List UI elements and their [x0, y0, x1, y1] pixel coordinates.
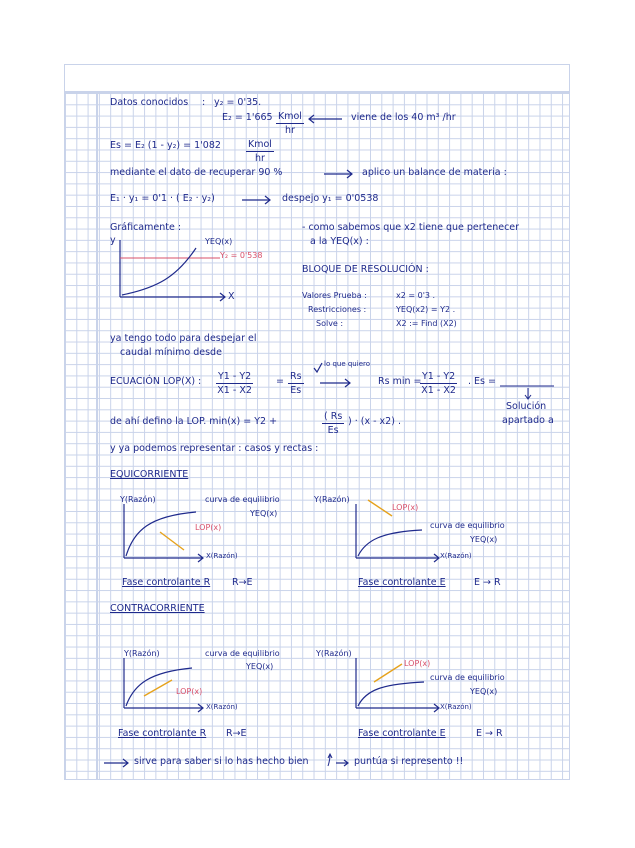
note-line-1: - como sabemos que x2 tiene que pertenecer — [302, 222, 520, 233]
solution-blank — [498, 380, 558, 420]
despejo-text: despejo y₁ = 0'0538 — [282, 193, 379, 204]
equi-right-caption: Fase controlante E — [358, 577, 446, 588]
equicorriente-title: EQUICORRIENTE — [110, 469, 189, 480]
right-arrow-icon — [318, 378, 354, 388]
solucion-label: Solución — [506, 401, 547, 412]
restricciones-value: YEQ(x2) = Y2 . — [396, 305, 456, 314]
contra-left-curve-label: curva de equilibrio — [205, 649, 280, 658]
solve-label: Solve : — [316, 319, 344, 328]
lo-que-quiero-note: lo que quiero — [324, 360, 371, 368]
equi-left-y-label: Y(Razón) — [120, 495, 156, 504]
e2-unit-den: hr — [285, 124, 295, 136]
graficamente-label: Gráficamente : — [110, 222, 182, 233]
apartado-label: apartado a — [502, 415, 554, 426]
es-unit — [246, 140, 274, 163]
bloque-title: BLOQUE DE RESOLUCIÓN : — [302, 264, 429, 275]
contra-right-y-label: Y(Razón) — [316, 649, 352, 658]
equi-right-x-label: X(Razón) — [440, 552, 472, 560]
lop-definition-tail: ) · (x - x2) . — [348, 416, 401, 427]
equi-left-lop-label: LOP(x) — [195, 523, 222, 532]
frac-lop-num: ( Rs — [324, 411, 343, 422]
recuperar-text: mediante el dato de recuperar 90 % — [110, 167, 283, 178]
graph1-plot — [116, 237, 236, 300]
header-box — [64, 64, 570, 92]
frac-es-den: Es — [290, 384, 302, 396]
frac-rsmin-num: Y1 - Y2 — [422, 371, 456, 382]
footer-text-a: sirve para saber si lo has hecho bien — [134, 756, 309, 767]
es-equals: . Es = — [468, 376, 496, 387]
equi-left-arrow: R→E — [232, 577, 253, 588]
graph1-y-label: y — [110, 235, 116, 246]
note-line-2: a la YEQ(x) : — [310, 236, 369, 247]
equi-right-arrow: E → R — [474, 577, 501, 588]
graph1-line-label: Y₂ = 0'538 — [220, 251, 263, 260]
equi-right-curve-label: curva de equilibrio — [430, 521, 505, 530]
viene-note: viene de los 40 m³ /hr — [351, 112, 456, 123]
equi-left-x-label: X(Razón) — [206, 552, 238, 560]
equals-sign: = — [276, 376, 284, 387]
frac-rs-num: Rs — [290, 371, 302, 382]
contra-left-y-label: Y(Razón) — [124, 649, 160, 658]
contra-right-x-label: X(Razón) — [440, 703, 472, 711]
e2-value: E₂ = 1'665 — [222, 112, 273, 123]
footer-text-b: puntúa si represento !! — [354, 756, 464, 767]
casos-text: y ya podemos representar : casos y rectas : — [110, 443, 319, 454]
frac-slope — [216, 372, 253, 395]
frac-lop-den: Es — [327, 424, 339, 436]
hook-arrow-icon — [326, 754, 352, 768]
ya-line-2: caudal mínimo desde — [120, 347, 222, 358]
contra-left-yeq-label: YEQ(x) — [246, 662, 274, 671]
y2-value: y₂ = 0'35. — [214, 97, 262, 108]
e2-unit — [276, 112, 304, 135]
contra-right-lop-label: LOP(x) — [404, 659, 431, 668]
equi-left-curve-label: curva de equilibrio — [205, 495, 280, 504]
es-equation: Es = E₂ (1 - y₂) = 1'082 — [110, 140, 221, 151]
equi-right-lop-label: LOP(x) — [392, 503, 419, 512]
rsmin-label: Rs min = — [378, 376, 422, 387]
frac-rsmin-den: X1 - X2 — [421, 384, 456, 396]
left-arrow-icon — [306, 114, 346, 124]
valores-label: Valores Prueba : — [302, 291, 367, 300]
equi-left-caption: Fase controlante R — [122, 577, 211, 588]
datos-colon: : — [202, 97, 206, 108]
contra-right-curve-label: curva de equilibrio — [430, 673, 505, 682]
contra-right-arrow: E → R — [476, 728, 503, 739]
contra-left-lop-label: LOP(x) — [176, 687, 203, 696]
right-arrow-icon — [322, 169, 356, 179]
lop-definition: de ahí defino la LOP. min(x) = Y2 + — [110, 416, 278, 427]
balance-equation: E₁ · y₁ = 0'1 · ( E₂ · y₂) — [110, 193, 215, 204]
contra-left-caption: Fase controlante R — [118, 728, 207, 739]
contra-right-yeq-label: YEQ(x) — [470, 687, 498, 696]
ya-line-1: ya tengo todo para despejar el — [110, 333, 257, 344]
frac-lop — [322, 412, 344, 435]
contra-left-arrow: R→E — [226, 728, 247, 739]
frac-slope-num: Y1 - Y2 — [218, 371, 252, 382]
margin-line — [96, 92, 98, 780]
right-arrow-icon — [240, 195, 274, 205]
solve-value: X2 := Find (X2) — [396, 319, 457, 328]
graph1-x-label: X — [228, 291, 235, 302]
equi-right-y-label: Y(Razón) — [314, 495, 350, 504]
es-unit-den: hr — [255, 152, 265, 164]
equi-right-yeq-label: YEQ(x) — [470, 535, 498, 544]
valores-value: x2 = 0'3 . — [396, 291, 436, 300]
contra-left-x-label: X(Razón) — [206, 703, 238, 711]
datos-label: Datos conocidos — [110, 97, 189, 108]
graph1-curve-label: YEQ(x) — [205, 237, 233, 246]
balance-text: aplico un balance de materia : — [362, 167, 507, 178]
frac-slope-den: X1 - X2 — [217, 384, 252, 396]
contracorriente-title: CONTRACORRIENTE — [110, 603, 205, 614]
es-unit-num: Kmol — [248, 139, 272, 150]
frac-rsmin — [420, 372, 457, 395]
right-arrow-icon — [102, 758, 132, 768]
contra-right-caption: Fase controlante E — [358, 728, 446, 739]
e2-unit-num: Kmol — [278, 111, 302, 122]
equi-left-yeq-label: YEQ(x) — [250, 509, 278, 518]
ecuacion-label: ECUACIÓN LOP(X) : — [110, 376, 202, 387]
restricciones-label: Restricciones : — [308, 305, 367, 314]
